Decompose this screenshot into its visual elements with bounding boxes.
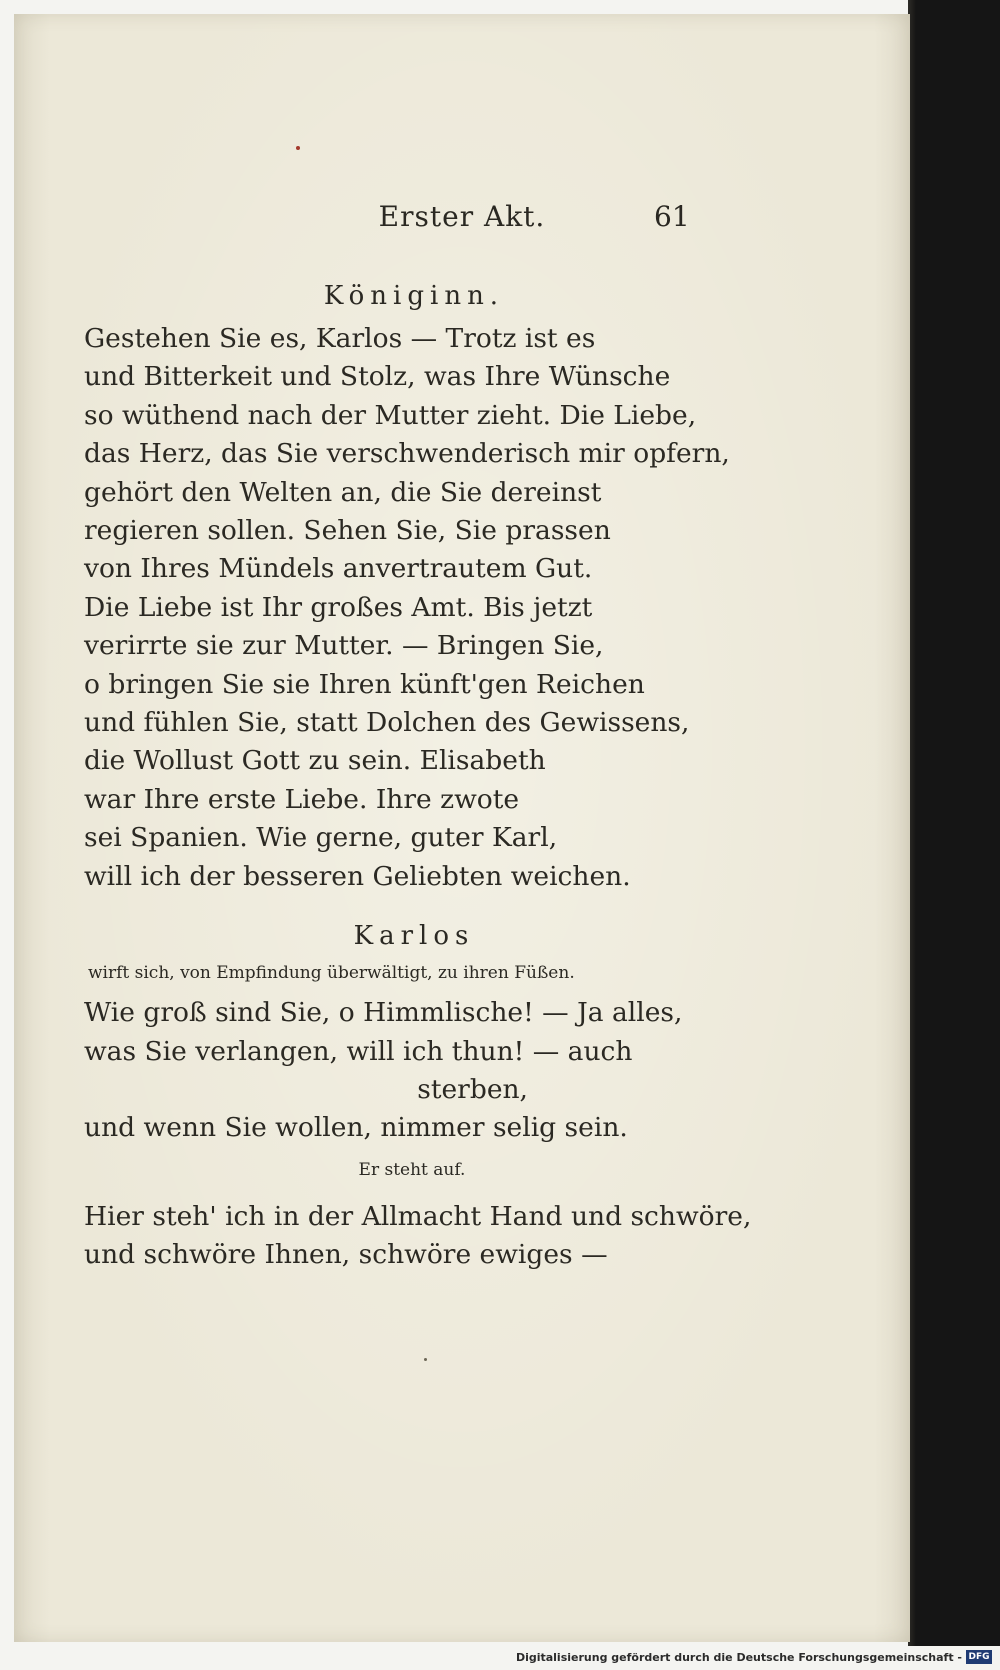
verse-line: die Wollust Gott zu sein. Elisabeth (84, 745, 546, 777)
verse-block (84, 994, 704, 1148)
funding-credit: Digitalisierung gefördert durch die Deutsche Forschungsgemeinschaft - (515, 1651, 962, 1664)
verse-line: so wüthend nach der Mutter zieht. Die Liebe, (84, 399, 697, 431)
verse-line: Wie groß sind Sie, o Himmlische! — Ja alles, (84, 997, 683, 1029)
verse-line-wrap: sterben, (417, 1073, 528, 1105)
running-title: Erster Akt. (378, 200, 546, 233)
book-page (14, 14, 910, 1642)
verse-line: und fühlen Sie, statt Dolchen des Gewissens, (84, 707, 690, 739)
verse-line: Gestehen Sie es, Karlos — Trotz ist es (84, 323, 596, 354)
verse-line: und Bitterkeit und Stolz, was Ihre Wünsche (84, 361, 671, 393)
stage-direction: wirft sich, von Empfindung überwältigt, zu ihren Füßen. (88, 963, 575, 984)
verse-line: o bringen Sie sie Ihren künft'gen Reichen (84, 668, 645, 700)
verse-line: und schwöre Ihnen, schwöre ewiges — (84, 1239, 608, 1271)
verse-line: verirrte sie zur Mutter. — Bringen Sie, (84, 630, 604, 662)
footer-bar (0, 1646, 1000, 1670)
verse-line: Hier steh' ich in der Allmacht Hand und schwöre, (84, 1200, 752, 1232)
verse-line: was Sie verlangen, will ich thun! — auch (84, 1035, 633, 1067)
verse-line: regieren sollen. Sehen Sie, Sie prassen (84, 515, 611, 547)
dfg-logo: DFG (966, 1650, 992, 1664)
verse-line: gehört den Welten an, die Sie dereinst (84, 476, 602, 508)
speaker-name: Karlos (353, 921, 475, 952)
verse-line: sei Spanien. Wie gerne, guter Karl, (84, 822, 558, 854)
verse-line: von Ihres Mündels anvertrautem Gut. (84, 553, 593, 585)
spacer (84, 896, 704, 916)
stage-direction: Er steht auf. (358, 1159, 466, 1180)
paper-dot (424, 1358, 427, 1361)
drama-text (84, 276, 752, 1275)
page-number: 61 (654, 200, 690, 233)
verse-line: war Ihre erste Liebe. Ihre zwote (84, 783, 520, 815)
page-header (14, 200, 910, 250)
speaker-name: Königinn. (323, 281, 505, 311)
verse-block (84, 1198, 752, 1275)
scan-dark-margin (908, 0, 1000, 1646)
verse-line: das Herz, das Sie verschwenderisch mir opfern, (84, 438, 730, 470)
verse-line: und wenn Sie wollen, nimmer selig sein. (84, 1112, 628, 1144)
verse-line: Die Liebe ist Ihr großes Amt. Bis jetzt (84, 591, 593, 623)
verse-line: will ich der besseren Geliebten weichen. (84, 860, 631, 892)
verse-block (84, 320, 730, 896)
paper-speck (296, 146, 300, 150)
